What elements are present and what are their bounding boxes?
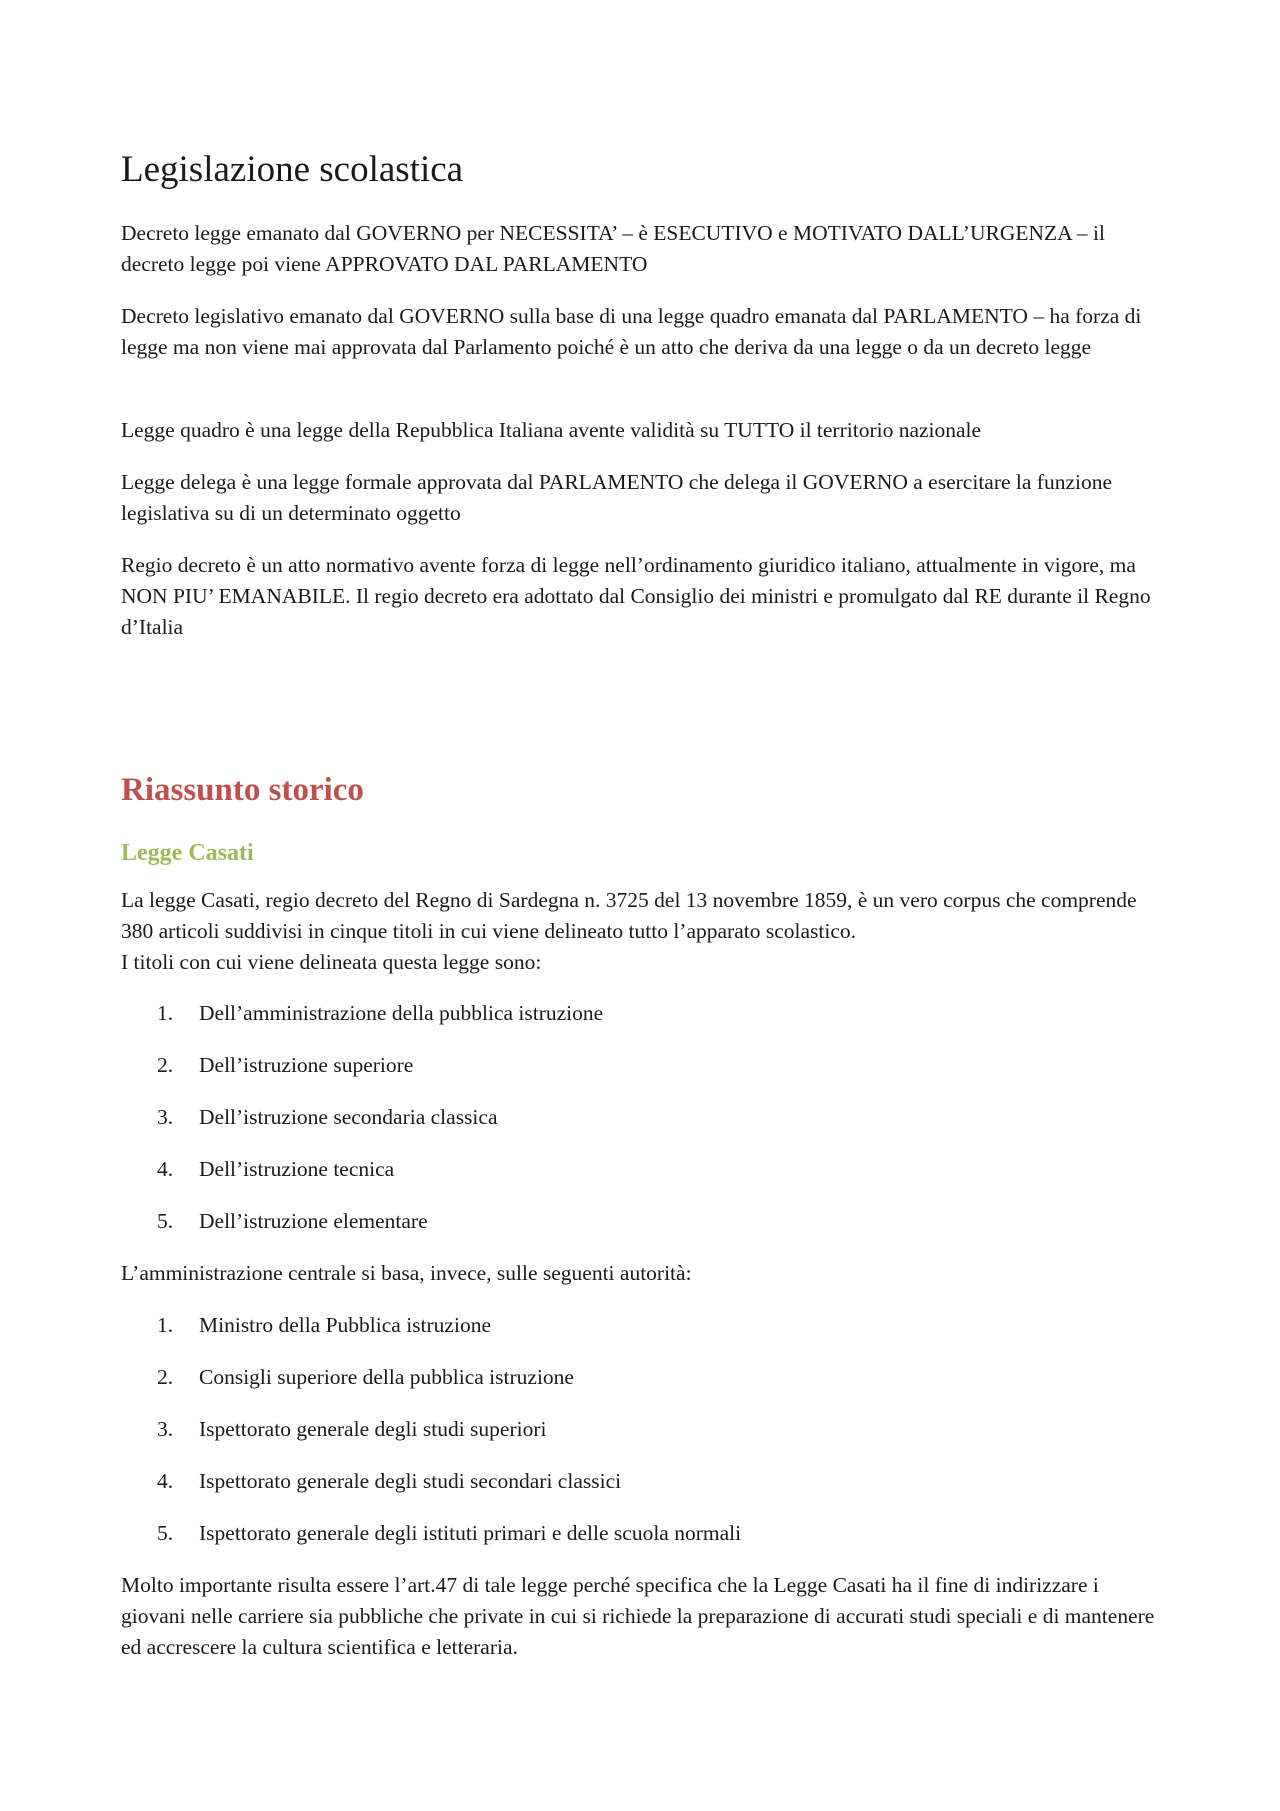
titles-intro: I titoli con cui viene delineata questa legge sono: [121, 950, 542, 974]
list-item [121, 1414, 1166, 1466]
list-text: Ispettorato generale degli studi secondari classici [199, 1469, 622, 1493]
conclusion-paragraph: Molto importante risulta essere l’art.47 di tale legge perché specifica che la Legge Casati ha il fine di indirizzare i giovani nelle carriere sia pubbliche che private in cui si richiede la preparazione di accurati studi speciali e di mantenere ed accrescere la cultura scientifica e letteraria. [121, 1573, 1155, 1659]
page-title: Legislazione scolastica [121, 149, 464, 190]
list-item [121, 1102, 1166, 1154]
definition-legge-delega: Legge delega è una legge formale approvata dal PARLAMENTO che delega il GOVERNO a esercitare la funzione legislativa su di un determinato oggetto [121, 470, 1113, 525]
list-number: 4. [157, 1157, 174, 1181]
list-text: Dell’istruzione superiore [199, 1053, 414, 1077]
list-number: 4. [157, 1469, 174, 1493]
definition-decreto-legislativo: Decreto legislativo emanato dal GOVERNO sulla base di una legge quadro emanata dal PARLAMENTO – ha forza di legge ma non viene mai approvata dal Parlamento poiché è un atto che deriva da una legge o da un decreto legge [121, 304, 1142, 359]
list-number: 3. [157, 1417, 174, 1441]
list-text: Dell’istruzione elementare [199, 1209, 428, 1233]
authorities-intro: L’amministrazione centrale si basa, invece, sulle seguenti autorità: [121, 1261, 692, 1285]
list-item [121, 1206, 1166, 1258]
list-number: 1. [157, 1313, 174, 1337]
list-number: 2. [157, 1365, 174, 1389]
titles-list [121, 998, 1166, 1258]
list-number: 2. [157, 1053, 174, 1077]
casati-intro-paragraph: La legge Casati, regio decreto del Regno di Sardegna n. 3725 del 13 novembre 1859, è un vero corpus che comprende 380 articoli suddivisi in cinque titoli in cui viene delineato tutto l’apparato scolastico. [121, 888, 1137, 943]
authorities-list [121, 1310, 1166, 1570]
definition-regio-decreto: Regio decreto è un atto normativo avente forza di legge nell’ordinamento giuridico italiano, attualmente in vigore, ma NON PIU’ EMANABILE. Il regio decreto era adottato dal Consiglio dei ministri e promulgato dal RE durante il Regno d’Italia [121, 553, 1151, 639]
list-number: 1. [157, 1001, 174, 1025]
subsection-heading: Legge Casati [121, 840, 254, 866]
list-item [121, 1154, 1166, 1206]
list-item [121, 1466, 1166, 1518]
list-number: 3. [157, 1105, 174, 1129]
list-number: 5. [157, 1209, 174, 1233]
list-item [121, 1362, 1166, 1414]
list-text: Ministro della Pubblica istruzione [199, 1313, 491, 1337]
list-text: Dell’istruzione tecnica [199, 1157, 395, 1181]
section-heading: Riassunto storico [121, 772, 364, 808]
list-text: Ispettorato generale degli istituti primari e delle scuola normali [199, 1521, 742, 1545]
list-item [121, 1050, 1166, 1102]
list-text: Dell’istruzione secondaria classica [199, 1105, 498, 1129]
list-item [121, 1310, 1166, 1362]
list-number: 5. [157, 1521, 174, 1545]
definition-legge-quadro: Legge quadro è una legge della Repubblica Italiana avente validità su TUTTO il territorio nazionale [121, 418, 982, 442]
list-text: Dell’amministrazione della pubblica istruzione [199, 1001, 604, 1025]
definition-decreto-legge: Decreto legge emanato dal GOVERNO per NECESSITA’ – è ESECUTIVO e MOTIVATO DALL’URGENZA – il decreto legge poi viene APPROVATO DAL PARLAMENTO [121, 221, 1105, 276]
list-item [121, 998, 1166, 1050]
list-item [121, 1518, 1166, 1570]
list-text: Ispettorato generale degli studi superiori [199, 1417, 547, 1441]
list-text: Consigli superiore della pubblica istruzione [199, 1365, 574, 1389]
